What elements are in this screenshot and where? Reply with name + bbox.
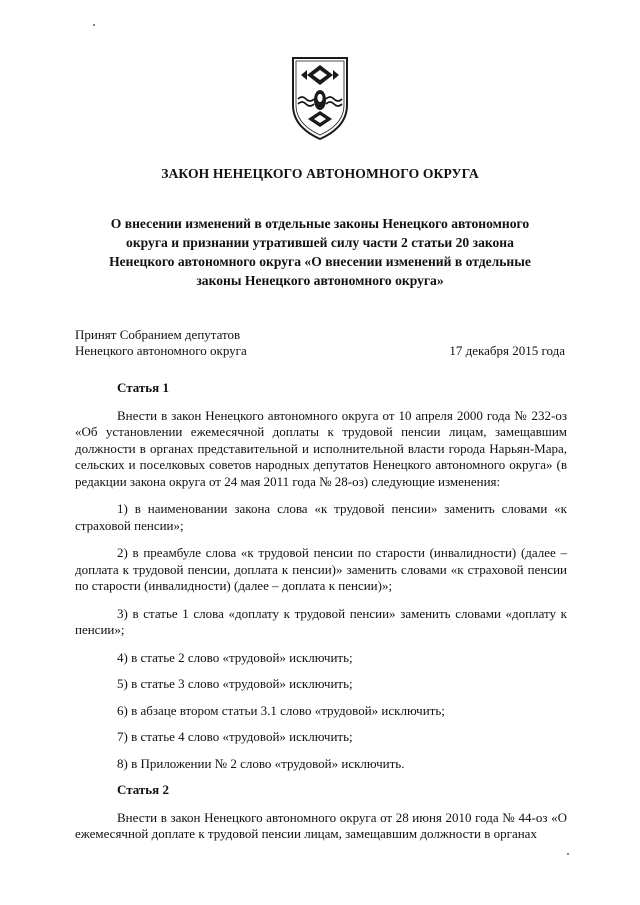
amendment-item: 3) в статье 1 слова «доплату к трудовой пенсии» заменить словами «доплату к пенсии»; xyxy=(75,605,567,637)
amendment-item: 1) в наименовании закона слова «к трудовой пенсии» заменить словами «к страховой пенсии»; xyxy=(75,501,567,533)
article-intro: Внести в закон Ненецкого автономного округа от 10 апреля 2000 года № 232-оз «Об установлении ежемесячной доплаты к трудовой пенсии лицам, замещавшим должности в органах представительной и исполнительной власти города Нарьян-Мара, сельских и поселковых советов народных депутатов Ненецкого автономного округа» (в редакции закона округа от 24 мая 2011 года № 28-оз) следующие изменения: xyxy=(75,407,567,489)
law-subtitle xyxy=(70,214,570,290)
amendment-item: 7) в статье 4 слово «трудовой» исключить; xyxy=(117,729,353,744)
coat-of-arms-icon xyxy=(289,55,351,141)
adoption-line: Принят Собранием депутатов xyxy=(75,327,241,342)
adoption-info xyxy=(75,327,247,359)
subtitle-line: Ненецкого автономного округа «О внесении изменений в отдельные xyxy=(109,254,531,269)
amendment-item: 2) в преамбуле слова «к трудовой пенсии по старости (инвалидности) (далее – доплата к трудовой пенсии, доплата к пенсии)» заменить словами «к страховой пенсии по старости (инвалидности) (далее – доплата к пенсии)»; xyxy=(75,545,567,593)
article-heading: Статья 1 xyxy=(117,380,169,395)
law-title: ЗАКОН НЕНЕЦКОГО АВТОНОМНОГО ОКРУГА xyxy=(161,166,479,181)
subtitle-line: О внесении изменений в отдельные законы Ненецкого автономного xyxy=(110,216,530,231)
adoption-line: Ненецкого автономного округа xyxy=(75,343,247,358)
amendment-item: 5) в статье 3 слово «трудовой» исключить; xyxy=(117,676,353,691)
subtitle-line: законы Ненецкого автономного округа» xyxy=(196,273,444,288)
amendment-item: 6) в абзаце втором статьи 3.1 слово «трудовой» исключить; xyxy=(117,702,445,718)
article-heading: Статья 2 xyxy=(117,782,169,797)
article-intro: Внести в закон Ненецкого автономного округа от 28 июня 2010 года № 44-оз «О ежемесячной доплате к трудовой пенсии лицам, замещавшим должности в органах xyxy=(75,809,567,841)
subtitle-line: округа и признании утратившей силу части 2 статьи 20 закона xyxy=(126,235,514,250)
scan-speck xyxy=(567,853,569,855)
law-body xyxy=(75,380,567,854)
adoption-date: 17 декабря 2015 года xyxy=(449,343,565,358)
scan-speck xyxy=(93,24,95,26)
amendment-item: 8) в Приложении № 2 слово «трудовой» исключить. xyxy=(117,755,405,771)
amendment-item: 4) в статье 2 слово «трудовой» исключить; xyxy=(117,649,353,665)
